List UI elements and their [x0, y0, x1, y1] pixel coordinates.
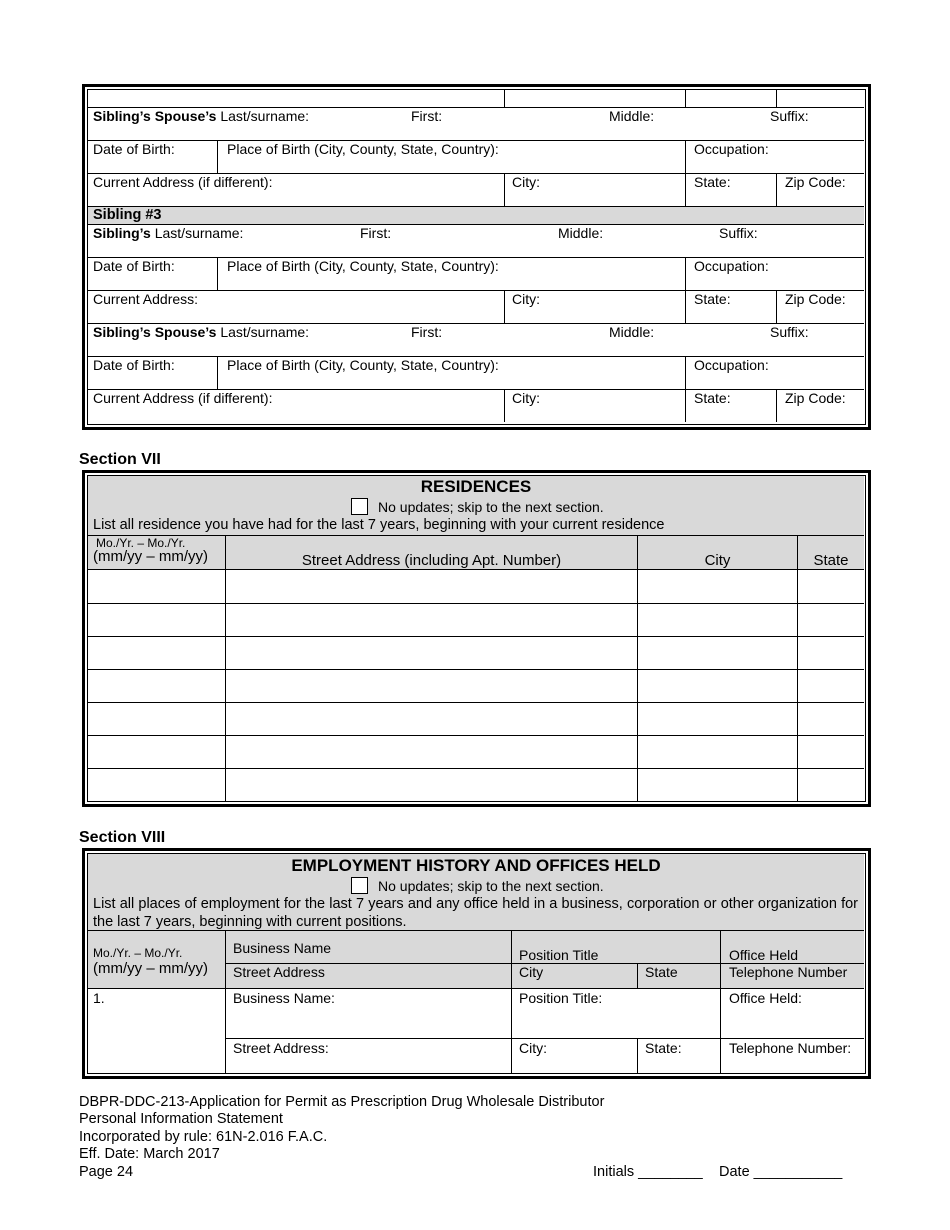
residence-entry-row[interactable] — [88, 637, 864, 669]
footer-page-number: Page 24 — [79, 1164, 134, 1180]
row-line — [225, 1038, 864, 1039]
spouse3-city-field[interactable]: City: — [512, 390, 540, 406]
sibling3-first-label[interactable]: First: — [360, 225, 392, 241]
employment-entry-number: 1. — [93, 990, 105, 1006]
row-line — [88, 290, 864, 291]
spouse1-name-bold: Sibling’s Spouse’s — [93, 108, 217, 124]
col-line — [637, 963, 638, 988]
spouse3-occupation-field[interactable]: Occupation: — [694, 357, 769, 373]
spouse1-suffix-label[interactable]: Suffix: — [770, 108, 809, 124]
residence-entry-row[interactable] — [88, 736, 864, 768]
col-line — [776, 173, 777, 206]
col-line — [685, 389, 686, 422]
employment-office-field[interactable]: Office Held: — [729, 990, 802, 1006]
residences-instructions: List all residence you have had for the last 7 years, beginning with your current residence — [93, 517, 665, 533]
col-line — [504, 290, 505, 323]
spouse1-first-label[interactable]: First: — [411, 108, 443, 124]
col-line — [217, 356, 218, 389]
spouse3-middle-label[interactable]: Middle: — [609, 324, 655, 340]
spouse3-birthplace-field[interactable]: Place of Birth (City, County, State, Country): — [227, 357, 499, 373]
spouse1-birthplace-field[interactable]: Place of Birth (City, County, State, Country): — [227, 141, 499, 157]
employment-state-field[interactable]: State: — [645, 1040, 682, 1056]
residence-entry-row[interactable] — [88, 570, 864, 603]
spouse1-middle-label[interactable]: Middle: — [609, 108, 655, 124]
col-line — [776, 89, 777, 107]
residence-entry-row[interactable] — [88, 703, 864, 735]
sibling3-occupation-field[interactable]: Occupation: — [694, 258, 769, 274]
col-line — [685, 257, 686, 290]
spouse3-state-field[interactable]: State: — [694, 390, 731, 406]
employment-position-field[interactable]: Position Title: — [519, 990, 603, 1006]
section-viii-label: Section VIII — [79, 829, 166, 846]
employment-instructions: List all places of employment for the last 7 years and any office held in a business, corporation or other organization for the last 7 years, beginning with current positions. — [93, 896, 858, 930]
spouse3-zip-field[interactable]: Zip Code: — [785, 390, 846, 406]
spouse1-city-field[interactable]: City: — [512, 174, 540, 190]
employment-col-state: State — [645, 964, 678, 980]
sibling3-middle-label[interactable]: Middle: — [558, 225, 604, 241]
employment-col-office: Office Held — [729, 947, 798, 963]
col-line — [504, 173, 505, 206]
sibling3-name-bold: Sibling’s — [93, 225, 151, 241]
residences-title: RESIDENCES — [420, 477, 532, 496]
residences-no-updates-checkbox[interactable] — [351, 498, 368, 515]
col-line — [776, 389, 777, 422]
sibling3-suffix-label[interactable]: Suffix: — [719, 225, 758, 241]
spouse1-state-field[interactable]: State: — [694, 174, 731, 190]
residence-entry-row[interactable] — [88, 769, 864, 800]
spouse1-name-label[interactable] — [93, 108, 309, 124]
row-line — [88, 930, 864, 931]
col-line — [685, 173, 686, 206]
col-line — [504, 89, 505, 107]
employment-business-name-field[interactable]: Business Name: — [233, 990, 335, 1006]
row-line — [88, 535, 864, 536]
sibling3-name-label[interactable] — [93, 225, 243, 241]
spouse3-address-field[interactable]: Current Address (if different): — [93, 390, 273, 406]
spouse1-occupation-field[interactable]: Occupation: — [694, 141, 769, 157]
residences-col-state: State — [813, 552, 849, 569]
residence-entry-row[interactable] — [88, 604, 864, 636]
residences-col-street: Street Address (including Apt. Number) — [301, 552, 562, 569]
sibling3-header: Sibling #3 — [93, 207, 162, 223]
employment-col-phone: Telephone Number — [729, 964, 848, 980]
employment-phone-field[interactable]: Telephone Number: — [729, 1040, 852, 1056]
employment-street-field[interactable]: Street Address: — [233, 1040, 329, 1056]
spouse3-first-label[interactable]: First: — [411, 324, 443, 340]
col-line — [685, 356, 686, 389]
sibling3-zip-field[interactable]: Zip Code: — [785, 291, 846, 307]
spouse3-surname-label: Last/surname: — [220, 324, 310, 340]
sibling3-city-field[interactable]: City: — [512, 291, 540, 307]
row-line — [88, 988, 864, 989]
footer-rule: Incorporated by rule: 61N-2.016 F.A.C. — [79, 1129, 328, 1145]
footer-form-id: DBPR-DDC-213-Application for Permit as Prescription Drug Wholesale Distributor — [79, 1094, 605, 1110]
spouse3-suffix-label[interactable]: Suffix: — [770, 324, 809, 340]
col-line — [685, 290, 686, 323]
spouse1-zip-field[interactable]: Zip Code: — [785, 174, 846, 190]
sibling3-state-field[interactable]: State: — [694, 291, 731, 307]
employment-col-street: Street Address — [233, 964, 325, 980]
row-line — [88, 206, 864, 207]
residences-col-city: City — [704, 552, 731, 569]
spouse1-surname-label: Last/surname: — [220, 108, 310, 124]
col-line — [511, 930, 512, 1073]
section-vii-label: Section VII — [79, 451, 161, 468]
employment-col-city: City — [519, 964, 544, 980]
col-line — [637, 1038, 638, 1073]
footer-statement: Personal Information Statement — [79, 1111, 283, 1127]
spouse3-name-bold: Sibling’s Spouse’s — [93, 324, 217, 340]
col-line — [720, 930, 721, 1073]
spouse1-dob-field[interactable]: Date of Birth: — [93, 141, 175, 157]
col-line — [685, 89, 686, 107]
col-line — [225, 930, 226, 1073]
employment-title: EMPLOYMENT HISTORY AND OFFICES HELD — [291, 856, 661, 875]
sibling3-birthplace-field[interactable]: Place of Birth (City, County, State, Country): — [227, 258, 499, 274]
employment-city-field[interactable]: City: — [519, 1040, 547, 1056]
sibling3-header-bar — [88, 207, 864, 224]
sibling3-address-field[interactable]: Current Address: — [93, 291, 199, 307]
employment-col-position: Position Title — [519, 947, 599, 963]
residences-col-dates: (mm/yy – mm/yy) — [93, 548, 208, 565]
footer-initials-field[interactable]: Initials ________ — [593, 1164, 703, 1180]
col-line — [217, 140, 218, 173]
residence-entry-row[interactable] — [88, 670, 864, 702]
residences-no-updates-label: No updates; skip to the next section. — [378, 499, 604, 515]
col-line — [504, 389, 505, 422]
spouse3-name-label[interactable] — [93, 324, 309, 340]
sibling3-dob-field[interactable]: Date of Birth: — [93, 258, 175, 274]
employment-no-updates-checkbox[interactable] — [351, 877, 368, 894]
residences-col-dates-small: Mo./Yr. – Mo./Yr. — [96, 536, 186, 550]
spouse1-address-field[interactable]: Current Address (if different): — [93, 174, 273, 190]
col-line — [776, 290, 777, 323]
footer-date-field[interactable]: Date ___________ — [719, 1164, 843, 1180]
employment-col-business-name: Business Name — [233, 940, 332, 956]
col-line — [685, 140, 686, 173]
employment-col-dates-small: Mo./Yr. – Mo./Yr. — [93, 946, 183, 960]
spouse3-dob-field[interactable]: Date of Birth: — [93, 357, 175, 373]
employment-no-updates-label: No updates; skip to the next section. — [378, 878, 604, 894]
footer-eff-date: Eff. Date: March 2017 — [79, 1146, 220, 1162]
sibling3-surname-label: Last/surname: — [154, 225, 244, 241]
employment-col-dates: (mm/yy – mm/yy) — [93, 960, 208, 977]
col-line — [217, 257, 218, 290]
